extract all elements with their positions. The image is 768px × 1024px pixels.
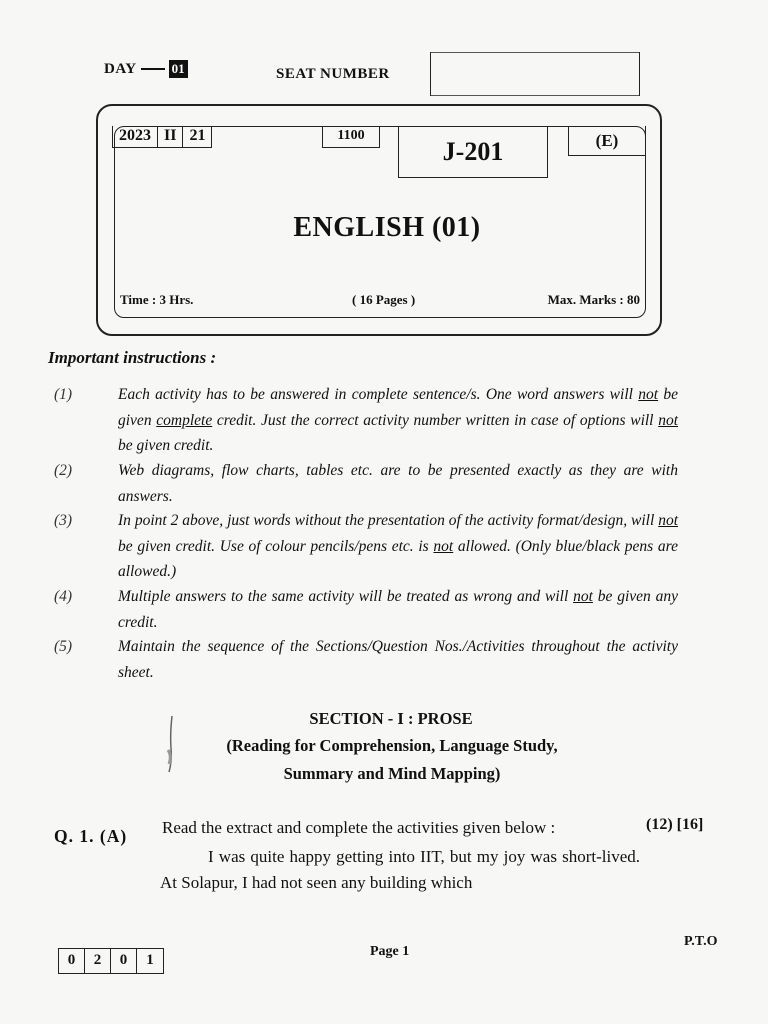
footer-code-digit: 0: [111, 949, 137, 973]
section-title: SECTION - I : PROSE: [309, 709, 473, 728]
paper-footer-code: [58, 948, 164, 974]
instruction-text: Each activity has to be answered in complete sentence/s. One word answers will not be given complete credit. Just the correct activity number written in case of options will not be given credit.: [118, 386, 678, 454]
seat-number-box: [430, 52, 640, 96]
max-marks: Max. Marks : 80: [547, 292, 640, 307]
section-subtitle-line2: Summary and Mind Mapping): [283, 764, 501, 783]
exam-date: 21: [183, 126, 212, 148]
instruction-text: In point 2 above, just words without the presentation of the activity format/design, will not be given credit. Use of colour pencils/pens etc. is not allowed. (Only blue/black pens are allowed.): [118, 512, 678, 580]
day-value: 01: [169, 60, 188, 78]
instruction-number: (2): [54, 462, 73, 479]
paper-code: J-201: [398, 126, 548, 178]
section-subtitle-line1: (Reading for Comprehension, Language Study,: [226, 736, 558, 755]
question-number: Q. 1. (A): [54, 826, 128, 846]
duration: Time : 3 Hrs.: [120, 292, 194, 307]
instruction-number: (3): [54, 512, 73, 529]
day-field: [104, 60, 188, 78]
exam-month: II: [158, 126, 183, 148]
question-prompt: Read the extract and complete the activities given below :: [162, 818, 556, 837]
footer-code-digit: 1: [146, 952, 154, 968]
passage-text: I was quite happy getting into IIT, but my joy was short-lived. At Solapur, I had not seen any building which: [160, 847, 640, 892]
subject-title: ENGLISH (01): [293, 212, 481, 243]
page-count: ( 16 Pages ): [352, 292, 416, 307]
instruction-number: (4): [54, 588, 73, 605]
exam-date-code: [112, 126, 212, 148]
please-turn-over: P.T.O: [684, 934, 718, 949]
instructions-heading: Important instructions :: [48, 348, 217, 367]
exam-time-code: 1100: [322, 126, 380, 148]
day-label: DAY: [104, 60, 137, 77]
instruction-number: (1): [54, 386, 73, 403]
section-heading: [0, 706, 768, 788]
instruction-text: Maintain the sequence of the Sections/Question Nos./Activities throughout the activity sheet.: [118, 638, 678, 681]
reading-passage: [160, 844, 640, 896]
seat-number-label: SEAT NUMBER: [276, 66, 390, 82]
instruction-text: Web diagrams, flow charts, tables etc. are to be presented exactly as they are with answers.: [118, 462, 678, 505]
exam-year: 2023: [112, 126, 158, 148]
question-marks: (12) [16]: [646, 816, 704, 833]
instruction-text: Multiple answers to the same activity will be treated as wrong and will not be given any credit.: [118, 588, 678, 631]
day-dash: [141, 68, 165, 70]
page-number: Page 1: [370, 944, 410, 959]
instruction-number: (5): [54, 638, 73, 655]
medium-code: (E): [568, 126, 646, 156]
footer-code-digit: 2: [85, 949, 111, 973]
footer-code-digit: 0: [59, 949, 85, 973]
